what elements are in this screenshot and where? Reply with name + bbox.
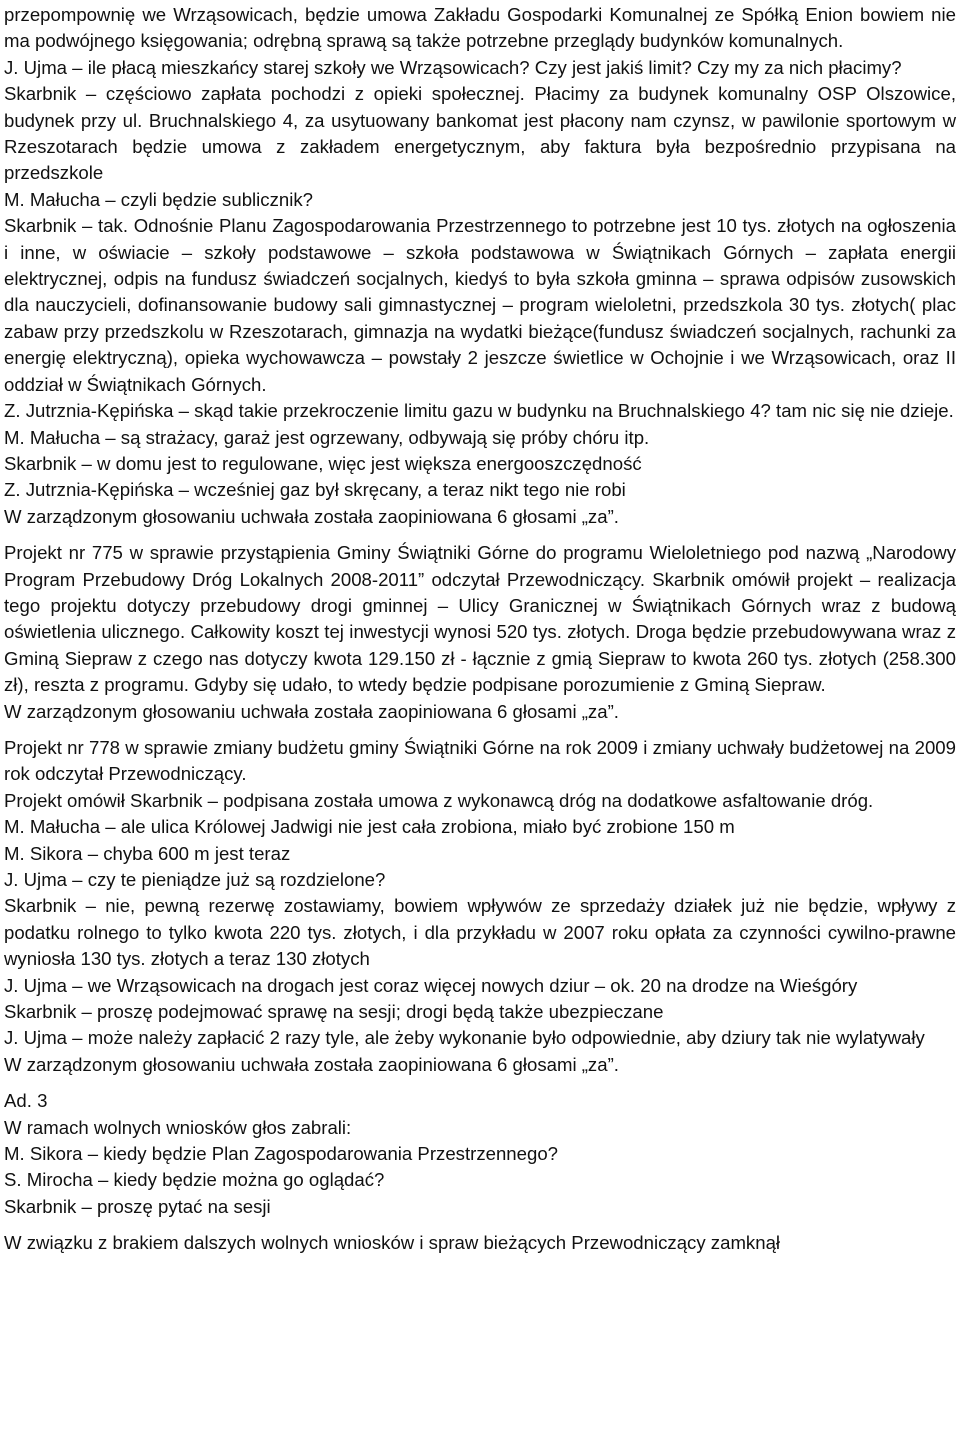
paragraph: przepompownię we Wrząsowicach, będzie umowa Zakładu Gospodarki Komunalnej ze Spółką Enion bowiem nie ma podwójnego księgowania; odrębną sprawą są także potrzebne przeglądy budynków komunalnych.	[4, 4, 956, 52]
text-block-ad-3	[4, 1088, 956, 1220]
paragraph: M. Małucha – ale ulica Królowej Jadwigi nie jest cała zrobiona, miało być zrobione 150 m	[4, 816, 735, 838]
text-block-budget-discussion	[4, 2, 956, 530]
paragraph: J. Ujma – czy te pieniądze już są rozdzielone?	[4, 869, 386, 890]
paragraph: M. Małucha – są strażacy, garaż jest ogrzewany, odbywają się próby chóru itp.	[4, 426, 650, 448]
paragraph: M. Sikora – chyba 600 m jest teraz	[4, 842, 291, 864]
paragraph: Projekt nr 775 w sprawie przystąpienia Gminy Świątniki Górne do programu Wieloletniego pod nazwą „Narodowy Program Przebudowy Dróg Lokalnych 2008-2011” odczytał Przewodniczący. Skarbnik omówił projekt – realizacja tego projektu dotyczy przebudowy drogi gminnej – Ulicy Granicznej w Świątnikach Górnych wraz z budową oświetlenia ulicznego. Całkowity koszt tej inwestycji wynosi 520 tys. złotych. Droga będzie przebudowywana wraz z Gminą Siepraw z czego nas dotyczy kwota 129.150 zł - łącznie z gmią Siepraw to kwota 260 tys. złotych (258.300 zł), reszta z programu. Gdyby się udało, to wtedy będzie podpisane porozumienie z Gminą Siepraw.	[4, 542, 956, 696]
paragraph: Skarbnik – w domu jest to regulowane, więc jest większa energooszczędność	[4, 452, 642, 474]
paragraph: M. Sikora – kiedy będzie Plan Zagospodarowania Przestrzennego?	[4, 1143, 558, 1165]
paragraph: Z. Jutrznia-Kępińska – wcześniej gaz był skręcany, a teraz nikt tego nie robi	[4, 479, 626, 501]
paragraph: Projekt omówił Skarbnik – podpisana została umowa z wykonawcą dróg na dodatkowe asfaltowanie dróg.	[4, 789, 874, 811]
paragraph: S. Mirocha – kiedy będzie można go oglądać?	[4, 1169, 385, 1191]
vote-result: W zarządzonym głosowaniu uchwała została zaopiniowana 6 głosami „za”.	[4, 1053, 619, 1075]
paragraph: M. Małucha – czyli będzie sublicznik?	[4, 188, 313, 210]
paragraph: Z. Jutrznia-Kępińska – skąd takie przekroczenie limitu gazu w budynku na Bruchnalskiego 4? tam nic się nie dzieje.	[4, 400, 954, 422]
vote-result: W zarządzonym głosowaniu uchwała została zaopiniowana 6 głosami „za”.	[4, 700, 619, 722]
paragraph: Skarbnik – tak. Odnośnie Planu Zagospodarowania Przestrzennego to potrzebne jest 10 tys. złotych na ogłoszenia i inne, w oświacie – szkoły podstawowe – szkoła podstawowa w Świątnikach Górnych – zapłata energii elektrycznej, odpis na fundusz świadczeń socjalnych, kiedyś to była szkoła gminna – sprawa odpisów zusowskich dla nauczycieli, dofinansowanie budowy sali gimnastycznej – program wieloletni, przedszkola 30 tys. złotych( plac zabaw przy przedszkolu w Rzeszotarach, gimnazja na wydatki bieżące(fundusz świadczeń socjalnych, rachunki za energię elektryczną), opieka wychowawcza – powstały 2 jeszcze świetlice w Ochojnie i we Wrząsowicach, oraz II oddział w Świątnikach Górnych.	[4, 215, 956, 395]
text-block-closing	[4, 1230, 956, 1256]
paragraph: Projekt nr 778 w sprawie zmiany budżetu gminy Świątniki Górne na rok 2009 i zmiany uchwały budżetowej na 2009 rok odczytał Przewodniczący.	[4, 736, 956, 785]
section-heading: Ad. 3	[4, 1090, 48, 1112]
paragraph: Skarbnik – proszę podejmować sprawę na sesji; drogi będą także ubezpieczane	[4, 1001, 664, 1023]
text-block-project-775	[4, 540, 956, 725]
paragraph: Skarbnik – nie, pewną rezerwę zostawiamy, bowiem wpływów ze sprzedaży działek już nie będzie, wpływy z podatku rolnego to tylko kwota 220 tys. złotych, i dla przykładu w 2007 roku opłata za czynności cywilno-prawne wyniosła 130 tys. złotych a teraz 130 złotych	[4, 895, 956, 970]
paragraph: W związku z brakiem dalszych wolnych wniosków i spraw bieżących Przewodniczący zamknął	[4, 1232, 781, 1254]
paragraph: W ramach wolnych wniosków głos zabrali:	[4, 1116, 352, 1138]
paragraph: J. Ujma – ile płacą mieszkańcy starej szkoły we Wrząsowicach? Czy jest jakiś limit? Czy my za nich płacimy?	[4, 56, 902, 78]
paragraph: Skarbnik – proszę pytać na sesji	[4, 1195, 271, 1217]
paragraph: J. Ujma – może należy zapłacić 2 razy tyle, ale żeby wykonanie było odpowiednie, aby dziury tak nie wylatywały	[4, 1027, 925, 1049]
vote-result: W zarządzonym głosowaniu uchwała została zaopiniowana 6 głosami „za”.	[4, 505, 619, 527]
paragraph: Skarbnik – częściowo zapłata pochodzi z opieki społecznej. Płacimy za budynek komunalny OSP Olszowice, budynek przy ul. Bruchnalskiego 4, za usytuowany bankomat jest płacony nam czynsz, w pawilonie sportowym w Rzeszotarach będzie umowa z zakładem energetycznym, aby faktura była bezpośrednio przypisana na przedszkole	[4, 83, 956, 184]
paragraph: J. Ujma – we Wrząsowicach na drogach jest coraz więcej nowych dziur – ok. 20 na drodze na Wieśgóry	[4, 974, 858, 996]
text-block-project-778	[4, 735, 956, 1078]
